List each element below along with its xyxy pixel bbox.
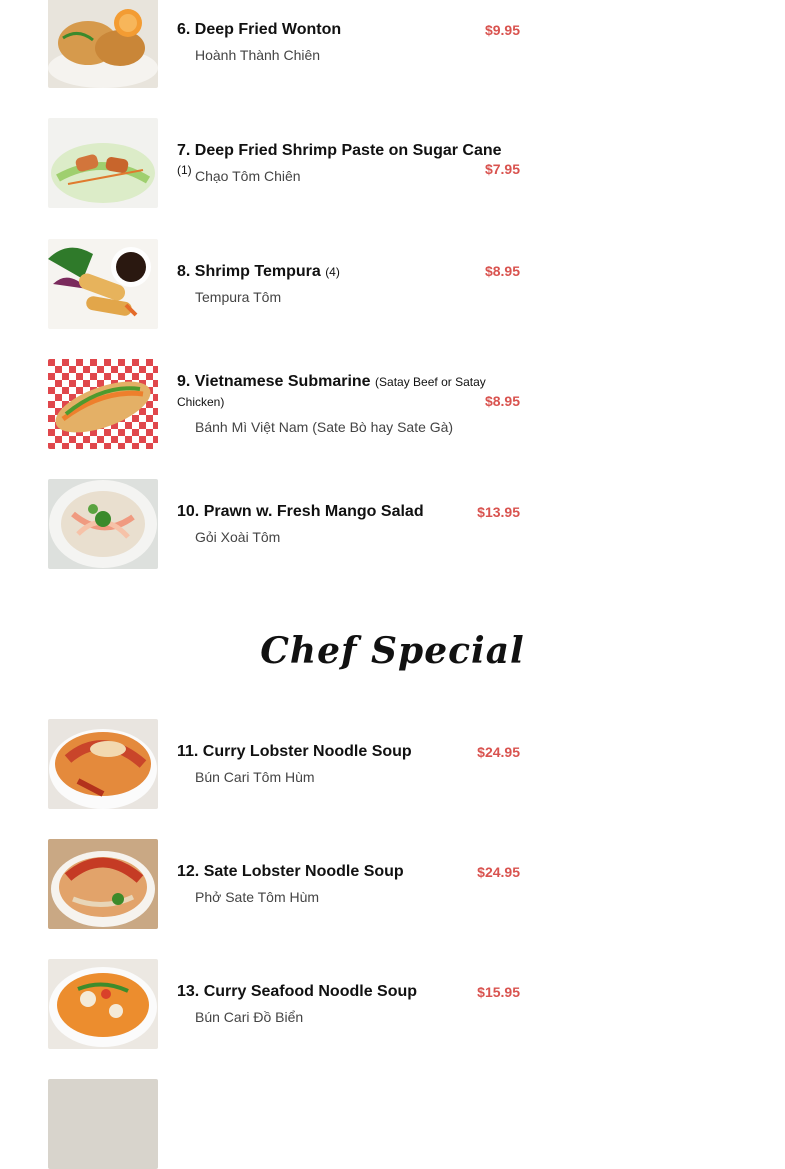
item-vietnamese-name: Chạo Tôm Chiên bbox=[195, 168, 301, 184]
curry-lobster-soup-photo bbox=[48, 719, 158, 809]
menu-item-13[interactable] bbox=[48, 959, 520, 1049]
wonton-photo bbox=[48, 0, 158, 88]
section-title: Chef Special bbox=[260, 630, 525, 672]
mango-salad-photo bbox=[48, 479, 158, 569]
item-vietnamese-name: Tempura Tôm bbox=[195, 289, 282, 305]
menu-item-11[interactable] bbox=[48, 719, 520, 809]
item-name: 7. Deep Fried Shrimp Paste on Sugar Cane (1) bbox=[177, 142, 502, 177]
item-vietnamese-name: Bún Cari Tôm Hùm bbox=[195, 769, 315, 785]
menu-item-next[interactable] bbox=[48, 1079, 520, 1169]
menu-item-7[interactable] bbox=[48, 118, 520, 208]
item-name: 6. Deep Fried Wonton bbox=[177, 21, 342, 38]
item-name: 8. Shrimp Tempura (4) bbox=[177, 263, 340, 280]
item-quantity: (Satay Beef or Satay Chicken) bbox=[177, 375, 486, 409]
item-price: $24.95 bbox=[477, 864, 520, 880]
shrimp-tempura-photo bbox=[48, 239, 158, 329]
item-price: $9.95 bbox=[484, 22, 520, 38]
item-name: 10. Prawn w. Fresh Mango Salad bbox=[177, 503, 424, 520]
menu-item-10[interactable] bbox=[48, 479, 520, 569]
item-vietnamese-name: Hoành Thành Chiên bbox=[195, 47, 321, 63]
item-name: 13. Curry Seafood Noodle Soup bbox=[177, 983, 418, 1000]
item-name: 9. Vietnamese Submarine (Satay Beef or Satay Chicken) bbox=[177, 373, 486, 409]
shrimp-sugar-cane-photo bbox=[48, 118, 158, 208]
vietnamese-submarine-photo bbox=[48, 359, 158, 449]
item-price: $7.95 bbox=[484, 161, 520, 177]
item-name: 12. Sate Lobster Noodle Soup bbox=[177, 863, 404, 880]
item-price: $15.95 bbox=[477, 984, 520, 1000]
item-quantity: (4) bbox=[325, 265, 340, 279]
item-price: $24.95 bbox=[477, 744, 520, 760]
item-price: $8.95 bbox=[484, 393, 520, 409]
next-item-photo bbox=[48, 1079, 158, 1169]
item-name: 11. Curry Lobster Noodle Soup bbox=[177, 743, 412, 760]
menu-item-6[interactable] bbox=[48, 0, 520, 88]
item-price: $13.95 bbox=[477, 504, 520, 520]
curry-seafood-soup-photo bbox=[48, 959, 158, 1049]
sate-lobster-soup-photo bbox=[48, 839, 158, 929]
menu-item-12[interactable] bbox=[48, 839, 520, 929]
item-vietnamese-name: Bánh Mì Việt Nam (Sate Bò hay Sate Gà) bbox=[195, 419, 454, 435]
item-quantity: (1) bbox=[177, 163, 192, 177]
item-price: $8.95 bbox=[484, 263, 520, 279]
menu-item-9[interactable] bbox=[48, 359, 520, 449]
item-vietnamese-name: Gỏi Xoài Tôm bbox=[195, 529, 281, 545]
item-vietnamese-name: Phở Sate Tôm Hùm bbox=[195, 889, 320, 905]
menu-item-8[interactable] bbox=[48, 239, 520, 329]
item-vietnamese-name: Bún Cari Đồ Biển bbox=[195, 1009, 304, 1025]
